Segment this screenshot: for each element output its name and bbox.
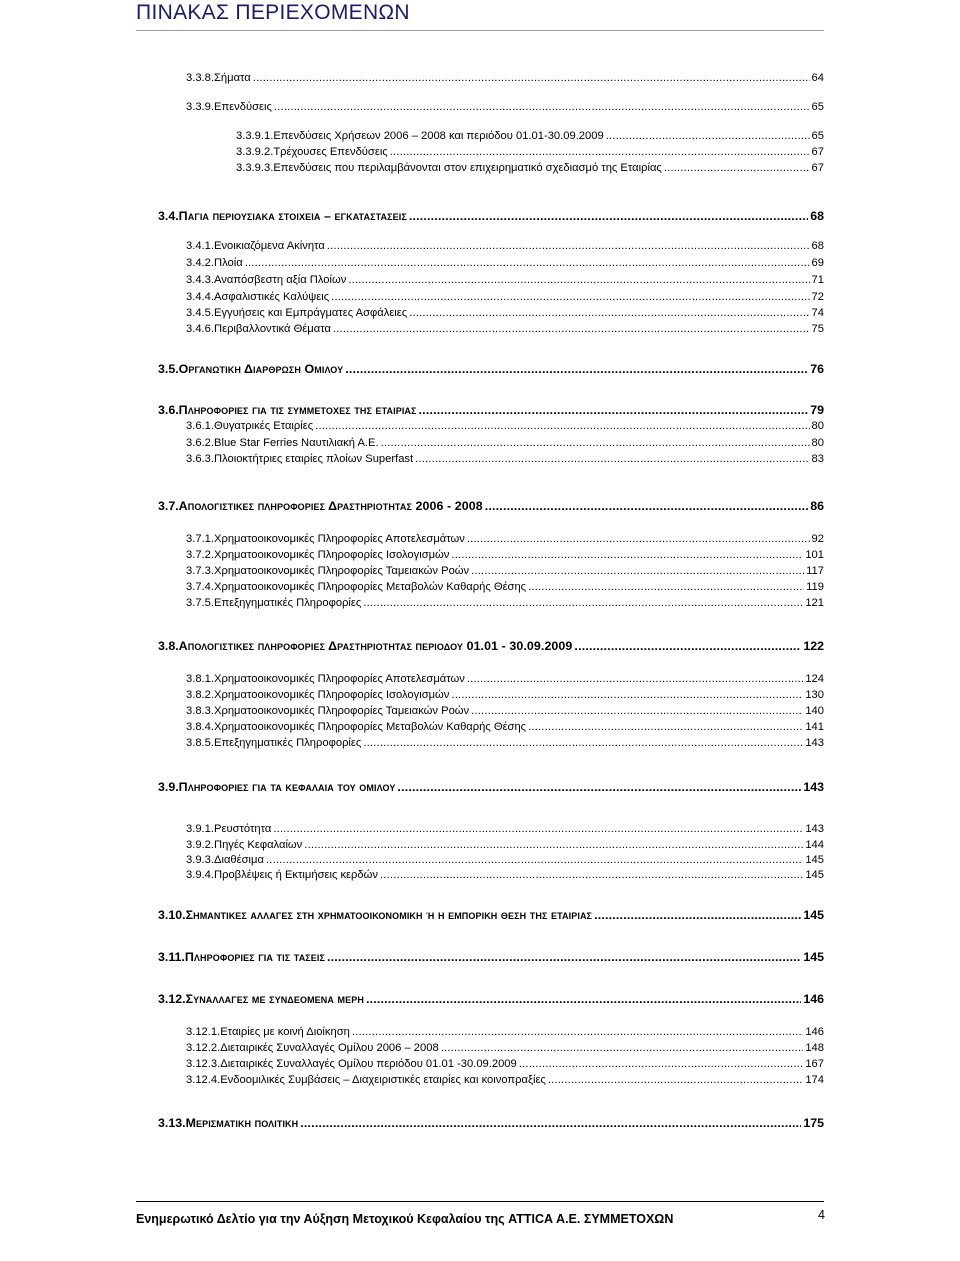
page-header xyxy=(136,0,960,26)
toc-section[interactable]: 3.4. Παγια περιουσιακα στοιχεια – εγκαταστασεις ..... 68 xyxy=(158,209,824,223)
toc-entry[interactable]: 3.6.3. Πλοιοκτήτριες εταιρίες πλοίων Superfast ..... 83 xyxy=(186,452,824,466)
toc-entry[interactable]: 3.4.6. Περιβαλλοντικά Θέματα ..... 75 xyxy=(186,322,824,336)
toc-entry[interactable]: 3.6.2. Blue Star Ferries Ναυτιλιακή Α.Ε. ..... 80 xyxy=(186,436,824,450)
toc-entry[interactable]: 3.7.4. Χρηματοοικονομικές Πληροφορίες Μεταβολών Καθαρής Θέσης ..... 119 xyxy=(186,580,824,594)
toc-entry[interactable]: 3.12.2. Διεταιρικές Συναλλαγές Ομίλου 2006 – 2008 ..... 148 xyxy=(186,1041,824,1055)
toc-entry[interactable]: 3.7.2. Χρηματοοικονομικές Πληροφορίες Ισολογισμών ..... 101 xyxy=(186,548,824,562)
toc-entry[interactable]: 3.3.9.1. Επενδύσεις Χρήσεων 2006 – 2008 και περιόδου 01.01-30.09.2009 ..... 65 xyxy=(236,129,824,143)
toc-entry[interactable]: 3.8.2. Χρηματοοικονομικές Πληροφορίες Ισολογισμών ..... 130 xyxy=(186,688,824,702)
toc-entry[interactable]: 3.9.1. Ρευστότητα ..... 143 xyxy=(186,822,824,836)
toc-section[interactable]: 3.7. Απολογιστικες πληροφοριες Δραστηριοτητας 2006 - 2008 ..... 86 xyxy=(158,499,824,513)
header-divider xyxy=(136,30,824,31)
footer-text: Ενημερωτικό Δελτίο για την Αύξηση Μετοχικού Κεφαλαίου της ATTICA Α.Ε. ΣΥΜΜΕΤΟΧΩΝ xyxy=(136,1212,674,1226)
toc-entry[interactable]: 3.7.1. Χρηματοοικονομικές Πληροφορίες Αποτελεσμάτων ..... 92 xyxy=(186,532,824,546)
toc-entry[interactable]: 3.3.9. Επενδύσεις ..... 65 xyxy=(186,100,824,114)
toc-section[interactable]: 3.5. Οργανωτικη Διαρθρωση Ομιλου ..... 76 xyxy=(158,362,824,376)
toc-section[interactable]: 3.11. Πληροφοριες για τις τασεις ..... 145 xyxy=(158,950,824,964)
toc-entry[interactable]: 3.9.2. Πηγές Κεφαλαίων ..... 144 xyxy=(186,838,824,852)
toc-section[interactable]: 3.10. Σημαντικες αλλαγες στη χρηματοοικονομικη ή η εμπορικη θεση της εταιριας ..... 145 xyxy=(158,908,824,922)
toc-entry[interactable]: 3.3.9.3. Επενδύσεις που περιλαμβάνονται στον επιχειρηματικό σχεδιασμό της Εταιρίας ..... 67 xyxy=(236,161,824,175)
footer-divider xyxy=(136,1201,824,1202)
toc-entry[interactable]: 3.8.5. Επεξηγηματικές Πληροφορίες ..... 143 xyxy=(186,736,824,750)
toc-entry[interactable]: 3.7.3. Χρηματοοικονομικές Πληροφορίες Ταμειακών Ροών ..... 117 xyxy=(186,564,824,578)
toc-section[interactable]: 3.8. Απολογιστικες πληροφοριες Δραστηριοτητας περιοδου 01.01 - 30.09.2009 ..... 122 xyxy=(158,639,824,653)
toc-entry[interactable]: 3.8.1. Χρηματοοικονομικές Πληροφορίες Αποτελεσμάτων ..... 124 xyxy=(186,672,824,686)
toc-entry[interactable]: 3.12.4. Ενδοομιλικές Συμβάσεις – Διαχειριστικές εταιρίες και κοινοπραξίες ..... 174 xyxy=(186,1073,824,1087)
toc-section[interactable]: 3.12. Συναλλαγες με συνδεομενα μερη ..... 146 xyxy=(158,992,824,1006)
toc-entry[interactable]: 3.9.3. Διαθέσιμα ..... 145 xyxy=(186,853,824,867)
toc-entry[interactable]: 3.6.1. Θυγατρικές Εταιρίες ..... 80 xyxy=(186,419,824,433)
toc-entry[interactable]: 3.4.3. Αναπόσβεστη αξία Πλοίων ..... 71 xyxy=(186,273,824,287)
toc-entry[interactable]: 3.4.1. Ενοικιαζόμενα Ακίνητα ..... 68 xyxy=(186,239,824,253)
toc-entry[interactable]: 3.4.2. Πλοία ..... 69 xyxy=(186,256,824,270)
page-number: 4 xyxy=(818,1208,825,1222)
toc-entry[interactable]: 3.8.3. Χρηματοοικονομικές Πληροφορίες Ταμειακών Ροών ..... 140 xyxy=(186,704,824,718)
toc-entry[interactable]: 3.4.5. Εγγυήσεις και Εμπράγματες Ασφάλειες ..... 74 xyxy=(186,306,824,320)
toc-entry[interactable]: 3.4.4. Ασφαλιστικές Καλύψεις ..... 72 xyxy=(186,290,824,304)
toc-section[interactable]: 3.6. Πληροφοριες για τις συμμετοχες της εταιριας ..... 79 xyxy=(158,403,824,417)
toc-entry[interactable]: 3.7.5. Επεξηγηματικές Πληροφορίες ..... 121 xyxy=(186,596,824,610)
toc-entry[interactable]: 3.3.9.2. Τρέχουσες Επενδύσεις ..... 67 xyxy=(236,145,824,159)
toc-entry[interactable]: 3.12.1. Εταιρίες με κοινή Διοίκηση ..... 146 xyxy=(186,1025,824,1039)
document-title: ΠΙΝΑΚΑΣ ΠΕΡΙΕΧΟΜΕΝΩΝ xyxy=(136,1,410,24)
toc-entry[interactable]: 3.12.3. Διεταιρικές Συναλλαγές Ομίλου περιόδου 01.01 -30.09.2009 ..... 167 xyxy=(186,1057,824,1071)
toc-entry[interactable]: 3.9.4. Προβλέψεις ή Εκτιμήσεις κερδών ..... 145 xyxy=(186,868,824,882)
toc-entry[interactable]: 3.3.8. Σήματα ..... 64 xyxy=(186,71,824,85)
toc-entry[interactable]: 3.8.4. Χρηματοοικονομικές Πληροφορίες Μεταβολών Καθαρής Θέσης ..... 141 xyxy=(186,720,824,734)
toc-section[interactable]: 3.13. Μερισματικη πολιτικη ..... 175 xyxy=(158,1116,824,1130)
toc-section[interactable]: 3.9. Πληροφοριες για τα κεφαλαια του ομιλου ..... 143 xyxy=(158,780,824,794)
